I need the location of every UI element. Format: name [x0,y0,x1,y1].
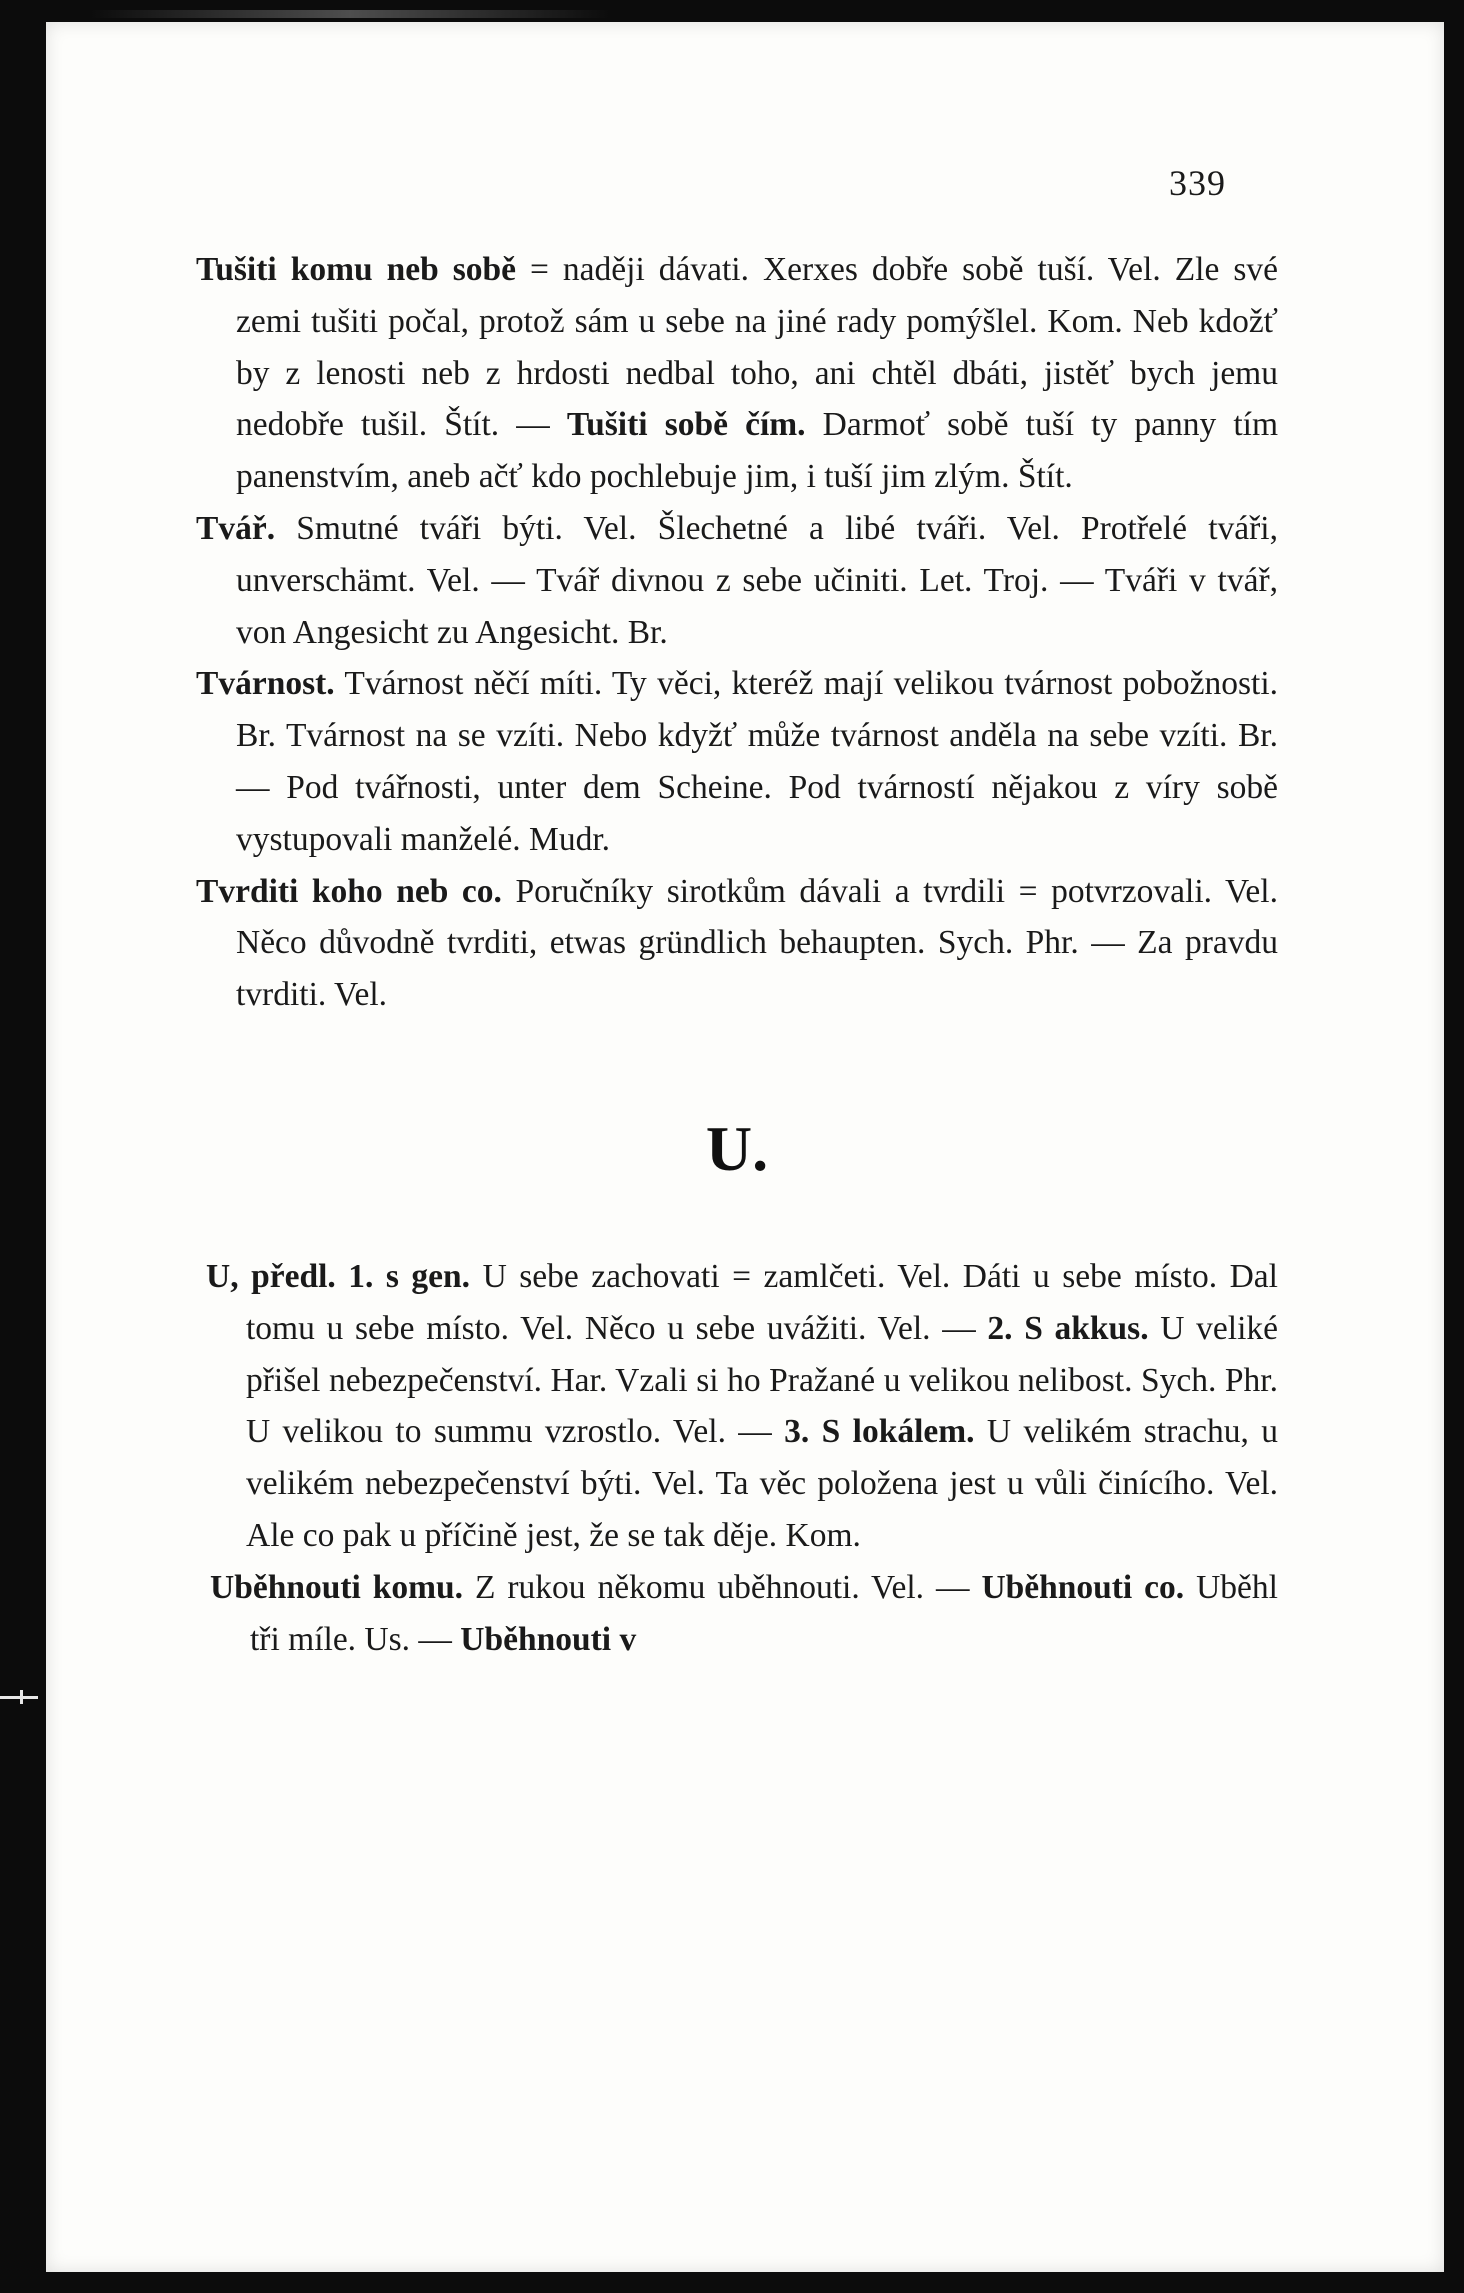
entry-ubehnouti [210,1562,1278,1666]
entry-text: U veliké přišel nebezpečenství. Har. Vzali si ho Pražané u velikou nelibost. Sych. Phr. U velikou to summu vzrostlo. Vel. — [246,1309,1278,1451]
headword: Tvárnost. [196,665,335,703]
entry-text: Darmoť sobě tuší ty panny tím panenstvím, aneb ačť kdo pochlebuje jim, i tuší jim zlým. Štít. [236,406,1279,496]
entry-text: U velikém strachu, u velikém nebezpečenství býti. Vel. Ta věc položena jest u vůli činícího. Vel. Ale co pak u příčině jest, že se tak děje. Kom. [246,1413,1278,1554]
entry-tusiti [196,244,1278,503]
entry-text: Smutné tváři býti. Vel. Šlechetné a libé tváři. Vel. Protřelé tváři, unverschämt. Vel. — Tvář divnou z sebe učiniti. Let. Troj. — Tváři v tvář, von Angesicht zu Angesicht. Br. [236,509,1278,651]
dictionary-page [46,22,1444,2272]
entry-tvrditi [196,866,1278,1021]
entry-text: U sebe zachovati = zamlčeti. Vel. Dáti u sebe místo. Dal tomu u sebe místo. Vel. Něco u sebe uvážiti. Vel. — [246,1257,1278,1347]
subheadword: Uběhnouti co. [981,1568,1185,1606]
page-body [196,244,1278,1665]
page-top-edge [90,10,610,18]
entry-text: = naději dávati. Xerxes dobře sobě tuší. Vel. Zle své zemi tušiti počal, protož sám u sebe na jiné rady pomýšlel. Kom. Neb kdožť by z lenosti neb z hrdosti nedbal toho, ani chtěl dbáti, jistěť bych jemu nedobře tušil. Štít. — [236,251,1278,444]
page-number: 339 [1169,163,1226,203]
headword: U, předl. 1. s gen. [206,1257,471,1295]
binding-mark [0,1690,46,1704]
headword: Tvrditi koho neb co. [196,872,502,910]
entry-text: Tvárnost něčí míti. Ty věci, kteréž mají velikou tvárnost pobožnosti. Br. Tvárnost na se vzíti. Nebo kdyžť může tvárnost anděla na sebe vzíti. Br. — Pod tvářnosti, unter dem Scheine. Pod tvárností nějakou z víry sobě vystupovali manželé. Mudr. [236,665,1278,858]
entry-u-predl [206,1251,1278,1562]
subheadword: Uběhnouti v [460,1620,637,1658]
headword: Tvář. [196,509,276,547]
entry-tvar [196,503,1278,658]
subheadword: 3. S lokálem. [784,1413,975,1451]
subheadword: 2. S akkus. [987,1309,1149,1347]
headword: Tušiti komu neb sobě [196,251,517,288]
entry-text: Poručníky sirotkům dávali a tvrdili = potvrzovali. Vel. Něco důvodně tvrditi, etwas gründlich behaupten. Sych. Phr. — Za pravdu tvrditi. Vel. [236,872,1278,1014]
section-heading: U. [705,1112,769,1184]
headword: Uběhnouti komu. [210,1568,464,1606]
entry-tvarnost [196,658,1278,865]
entry-text: Uběhl tři míle. Us. — [250,1568,1278,1658]
entry-text: Z rukou někomu uběhnouti. Vel. — [463,1568,982,1606]
subheadword: Tušiti sobě čím. [566,406,806,444]
